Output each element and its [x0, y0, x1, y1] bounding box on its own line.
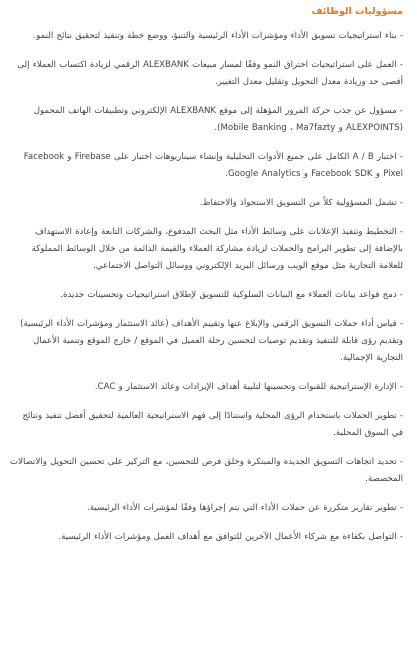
list-item: - العمل على استراتيجيات اختراق النمو وفقًا لمسار مبيعات ALEXBANK الرقمي لزيادة اكتساب العملاء إلى أقصى حد وزيادة معدل التحويل وتقليل معدل التغيير. — [17, 60, 403, 87]
section-title: مسؤوليات الوظائف — [311, 6, 403, 17]
list-item: - دمج قواعد بيانات العملاء مع البيانات السلوكية للتسويق لإطلاق استراتيجيات وتحسينات جديدة. — [60, 290, 403, 300]
list-item: - مسؤول عن جذب حركة المرور المؤهلة إلى موقع ALEXBANK الإلكتروني وتطبيقات الهاتف المحمول (ALEXPOINTS و Mobile Banking ، Ma7fazty). — [33, 106, 403, 133]
list-item: - التخطيط وتنفيذ الإعلانات على وسائط الأداء مثل البحث المدفوع، والشركات التابعة وإعادة الاستهداف بالإضافة إلى تطوير البرامج والحملات لزيادة مشاركة العملاء والقيمة الدائمة من خلال الوسائط المملوكة للعلامة التجارية مثل موقع الويب ورسائل البريد الإلكتروني ووسائل التواصل الاجتماعي. — [31, 227, 403, 271]
list-item: - التواصل بكفاءة مع شركاء الأعمال الآخرين للتوافق مع أهداف العمل ومؤشرات الأداء الرئيسية. — [58, 532, 403, 542]
list-item: - بناء استراتيجيات تسويق الأداء ومؤشرات الأداء الرئيسية والتنبؤ، ووضع خطة وتنفيذ لتحقيق نتائج النمو. — [33, 31, 403, 41]
list-item: - قياس أداء حملات التسويق الرقمي والإبلاغ عنها وتقييم الأهداف (عائد الاستثمار ومؤشرات الأداء الرئيسية) وتقديم رؤى قابلة للتنفيذ وتقديم توصيات لتحسين رحلة العميل في الموقع / خارج الموقع وتنمية الأعمال التجارية الإجمالية. — [20, 319, 403, 363]
list-item: - تحديد اتجاهات التسويق الجديدة والمبتكرة وخلق فرص للتحسين، مع التركيز على تحسين التحويل والاتصالات المخصصة. — [9, 457, 403, 484]
list-item: - تطوير الحملات باستخدام الرؤى المحلية واستنادًا إلى فهم الاستراتيجية العالمية لتحقيق أفضل تنفيذ ونتائج في السوق المحلية. — [22, 411, 403, 438]
list-item: - الإدارة الإستراتيجية للقنوات وتحسينها لتلبية أهداف الإيرادات وعائد الاستثمار و CAC. — [94, 382, 403, 392]
list-item: - اختبار A / B الكامل على جميع الأدوات التحليلية وإنشاء سيناريوهات اختبار على Firebase و Facebook Pixel و Facebook SDK و Google Analytics. — [23, 152, 403, 179]
list-item: - تشمل المسؤولية كلاً من التسويق الاستحواذ والاحتفاظ. — [199, 198, 403, 208]
list-item: - تطوير تقارير متكررة عن حملات الأداء التي يتم إجراؤها وفقًا لمؤشرات الأداء الرئيسية. — [87, 503, 403, 513]
responsibilities-list — [10, 28, 403, 546]
